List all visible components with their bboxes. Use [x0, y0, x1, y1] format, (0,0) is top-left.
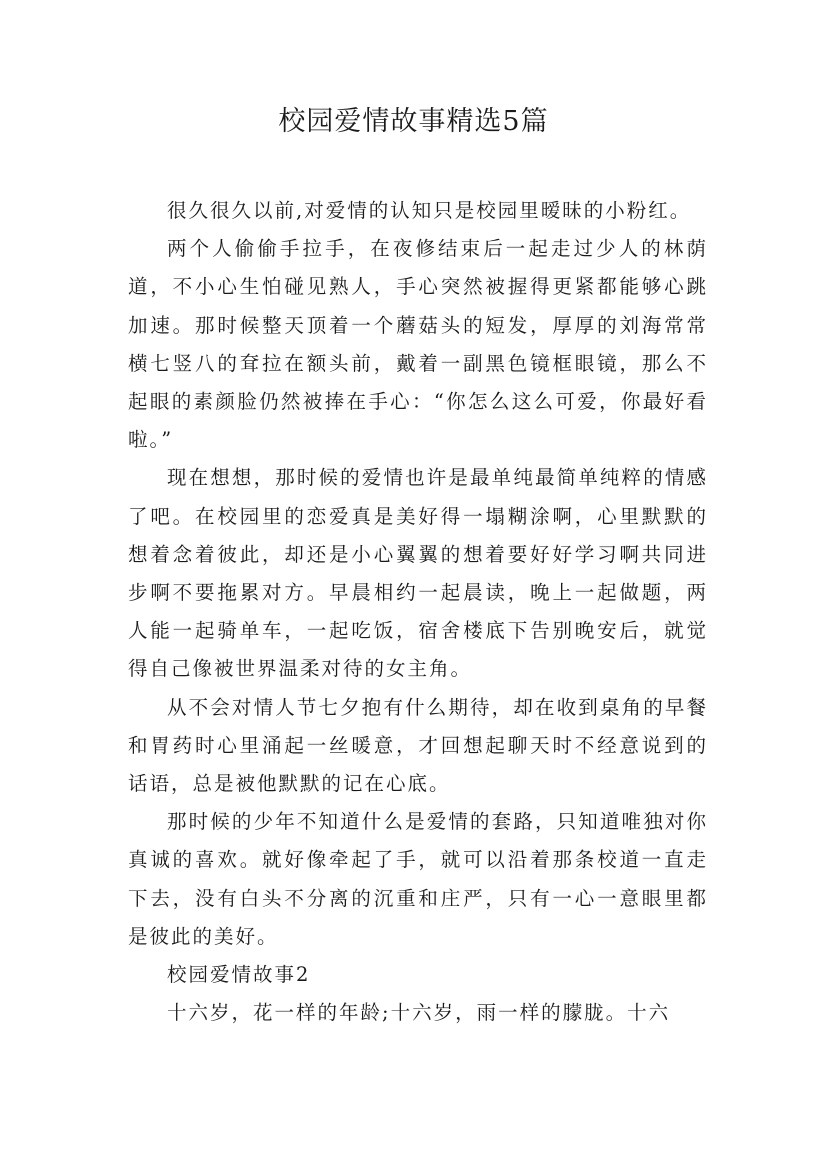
paragraph: 十六岁，花一样的年龄;十六岁，雨一样的朦胧。十六: [167, 1001, 671, 1025]
document-body: [128, 192, 708, 1032]
paragraph: 那时候的少年不知道什么是爱情的套路，只知道唯独对你真诚的喜欢。就好像牵起了手，就可以沿着那条校道一直走下去，没有白头不分离的沉重和庄严，只有一心一意眼里都是彼此的美好。: [128, 810, 708, 948]
paragraph: 很久很久以前,对爱情的认知只是校园里暧昧的小粉红。: [167, 199, 692, 222]
paragraph: 现在想想，那时候的爱情也许是最单纯最简单纯粹的情感了吧。在校园里的恋爱真是美好得一塌糊涂啊，心里默默的想着念着彼此，却还是小心翼翼的想着要好好学习啊共同进步啊不要拖累对方。早晨相约一起晨读，晚上一起做题，两人能一起骑单车，一起吃饭，宿舍楼底下告别晚安后，就觉得自己像被世界温柔对待的女主角。: [128, 466, 708, 681]
section-heading: 校园爱情故事2: [167, 963, 311, 987]
paragraph: 从不会对情人节七夕抱有什么期待，却在收到桌角的早餐和胃药时心里涌起一丝暖意，才回想起聊天时不经意说到的话语，总是被他默默的记在心底。: [128, 695, 708, 796]
document-title: 校园爱情故事精选5篇: [278, 106, 549, 137]
paragraph: 两个人偷偷手拉手，在夜修结束后一起走过少人的林荫道，不小心生怕碰见熟人，手心突然被握得更紧都能够心跳加速。那时候整天顶着一个蘑菇头的短发，厚厚的刘海常常横七竖八的耷拉在额头前，戴着一副黑色镜框眼镜，那么不起眼的素颜脸仍然被捧在手心：“你怎么这么可爱，你最好看啦。”: [128, 237, 708, 452]
